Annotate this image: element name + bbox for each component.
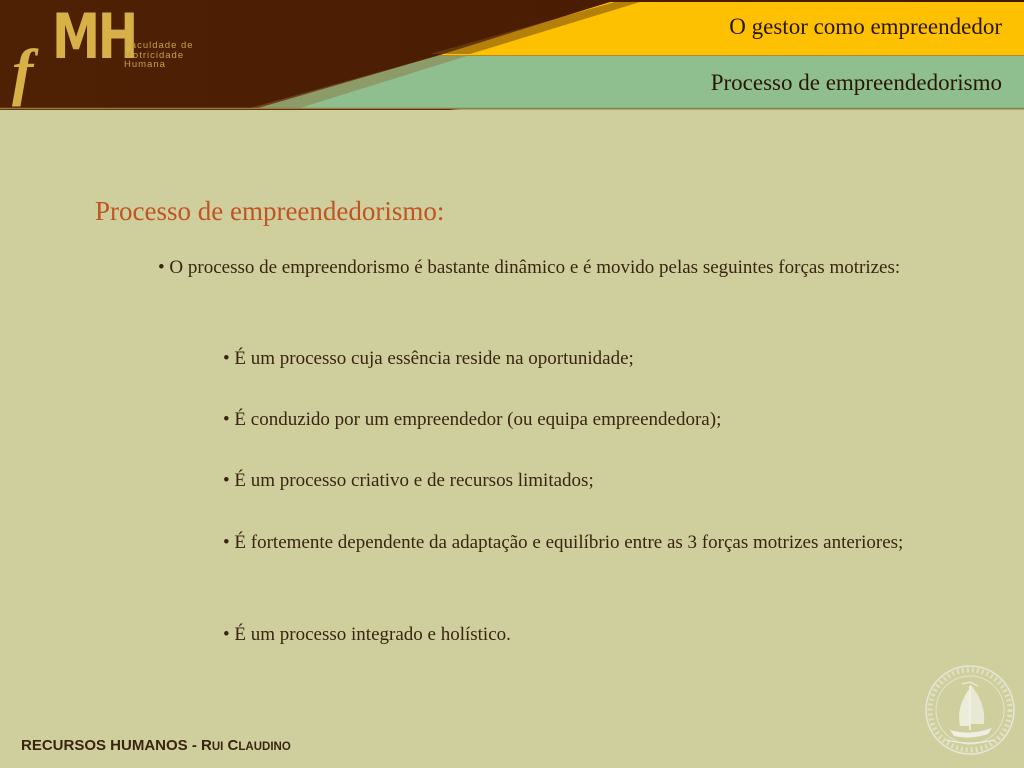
logo-letter-f: f — [12, 36, 34, 107]
main-bullet: • O processo de empreendorismo é bastante dinâmico e é movido pelas seguintes forças motrizes: — [158, 257, 901, 278]
content-heading: Processo de empreendedorismo: — [95, 196, 445, 226]
footer-author-rest-1: UI — [211, 741, 224, 753]
sub-bullet-4: • É fortemente dependente da adaptação e equilíbrio entre as 3 forças motrizes anteriores; — [223, 532, 904, 553]
slide-subtitle: Processo de empreendedorismo — [710, 70, 1002, 95]
fmh-logo — [8, 0, 248, 107]
footer-author-initial-1: R — [201, 737, 212, 754]
logo-institution-name — [124, 41, 194, 70]
footer-author-rest-2: LAUDINO — [238, 741, 291, 753]
university-seal-icon — [920, 660, 1020, 760]
logo-letters-mh: MH — [52, 0, 136, 73]
sub-bullet-1: • É um processo cuja essência reside na oportunidade; — [223, 348, 634, 369]
footer-course: RECURSOS HUMANOS - — [21, 737, 202, 754]
logo-line-2: Motricidade — [124, 49, 185, 61]
slide-title: O gestor como empreendedor — [729, 14, 1002, 39]
sub-bullet-3: • É um processo criativo e de recursos limitados; — [223, 470, 594, 491]
sub-bullet-2: • É conduzido por um empreendedor (ou equipa empreendedora); — [223, 409, 722, 430]
sub-bullet-5: • É um processo integrado e holístico. — [223, 624, 511, 645]
slide-header — [0, 0, 1024, 110]
logo-line-3: Humana — [124, 59, 166, 70]
logo-line-1: Faculdade de — [124, 40, 194, 51]
footer-author-initial-2: C — [227, 737, 239, 754]
footer-label — [21, 737, 291, 754]
